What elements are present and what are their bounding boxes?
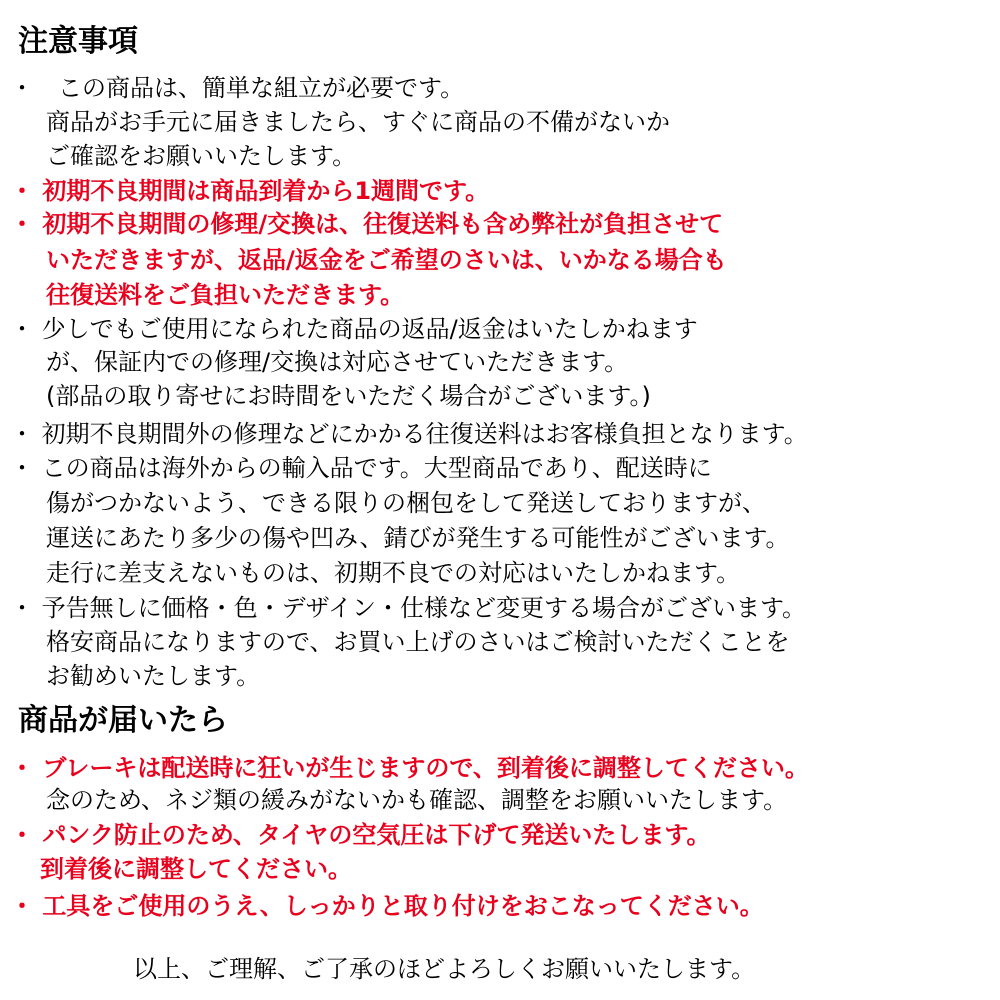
notice-line: 格安商品になりますので、お買い上げのさいはご検討いただくことを [46, 628, 790, 656]
arrival-line-emphasis: ・ ブレーキは配送時に狂いが生じますので、到着後に調整してください。 [10, 754, 809, 782]
notice-line: 運送にあたり多少の傷や凹み、錆びが発生する可能性がございます。 [46, 524, 790, 552]
notice-line: が、保証内での修理/交換は対応させていただきます。 [46, 348, 629, 376]
notice-line: (部品の取り寄せにお時間をいただく場合がございます。) [46, 382, 651, 410]
notice-line: ・ 少しでもご使用になられた商品の返品/返金はいたしかねます [10, 315, 698, 343]
notice-line: 傷がつかないよう、できる限りの梱包をして発送しておりますが、 [46, 489, 766, 517]
notice-line: ・ この商品は、簡単な組立が必要です。 [10, 74, 465, 102]
notice-line: ・ この商品は海外からの輸入品です。大型商品であり、配送時に [10, 454, 712, 482]
notice-line-emphasis: 往復送料をご負担いただきます。 [46, 281, 405, 309]
arrival-line: 念のため、ネジ類の緩みがないかも確認、調整をお願いいたします。 [46, 786, 788, 814]
notice-line: 走行に差支えないものは、初期不良での対応はいたしかねます。 [46, 559, 741, 587]
notice-line: 商品がお手元に届きましたら、すぐに商品の不備がないか [46, 108, 670, 136]
notice-line: ・ 予告無しに価格・色・デザイン・仕様など変更する場合がございます。 [10, 594, 807, 622]
arrival-line-emphasis: 到着後に調整してください。 [40, 855, 352, 883]
section-title-notes: 注意事項 [18, 24, 138, 59]
notice-line: お勧めいたします。 [46, 662, 261, 690]
notice-line-emphasis: ・ 初期不良期間の修理/交換は、往復送料も含め弊社が負担させて [10, 210, 724, 238]
arrival-line-emphasis: ・ パンク防止のため、タイヤの空気圧は下げて発送いたします。 [10, 821, 711, 849]
closing-message: 以上、ご理解、ご了承のほどよろしくお願いいたします。 [133, 955, 756, 983]
notice-line-emphasis: ・ 初期不良期間は商品到着から1週間です。 [10, 177, 490, 205]
notice-line: ・ 初期不良期間外の修理などにかかる往復送料はお客様負担となります。 [10, 420, 808, 448]
notice-line: ご確認をお願いいたします。 [46, 142, 357, 170]
arrival-line-emphasis: ・ 工具をご使用のうえ、しっかりと取り付けをおこなってください。 [10, 892, 764, 920]
notice-line-emphasis: いただきますが、返品/返金をご希望のさいは、いかなる場合も [46, 246, 727, 274]
section-title-on-arrival: 商品が届いたら [18, 703, 228, 738]
